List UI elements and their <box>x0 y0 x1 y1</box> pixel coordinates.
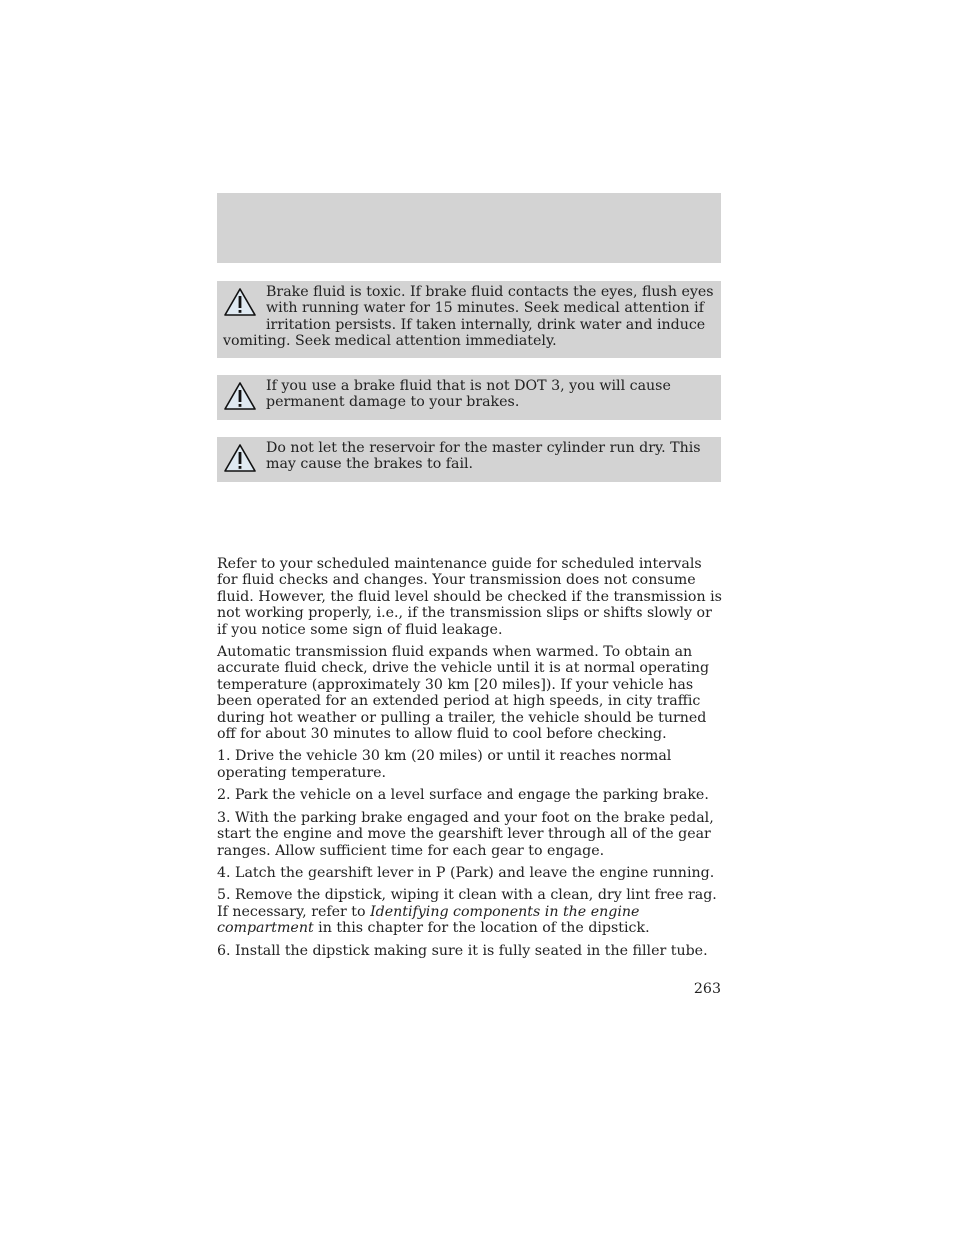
warning-box-dot3 <box>217 375 721 420</box>
warning-text: Brake fluid is toxic. If brake fluid contacts the eyes, flush eyes with running water for 15 minutes. Seek medical attention if irritation persists. If taken internally, drink water and induce vomiting. Seek medical attention immediately. <box>223 284 714 349</box>
paragraph: Automatic transmission fluid expands when warmed. To obtain an accurate fluid check, drive the vehicle until it is at normal operating temperature (approximately 30 km [20 miles]). If your vehicle has been operated for an extended period at high speeds, in city traffic during hot weather or pulling a trailer, the vehicle should be turned off for about 30 minutes to allow fluid to cool before checking. <box>217 644 710 743</box>
step-4: 4. Latch the gearshift lever in P (Park) and leave the engine running. <box>217 864 715 881</box>
step-5 <box>217 887 725 936</box>
warning-box-toxic <box>217 281 721 358</box>
transmission-fluid-section <box>217 556 725 965</box>
warning-box-reservoir <box>217 437 721 482</box>
step-5-text-end: in this chapter for the location of the dipstick. <box>313 920 650 937</box>
warning-triangle-icon <box>223 443 257 473</box>
step-1: 1. Drive the vehicle 30 km (20 miles) or until it reaches normal operating temperature. <box>217 748 672 781</box>
warning-triangle-icon <box>223 381 257 411</box>
cross-reference: Identifying components in the engine compartment <box>217 903 640 937</box>
step-5-text: 5. Remove the dipstick, wiping it clean with a clean, dry lint free rag. If necessary, refer to <box>217 887 717 920</box>
header-band <box>217 193 721 263</box>
warning-text: Do not let the reservoir for the master cylinder run dry. This may cause the brakes to fail. <box>266 440 701 473</box>
step-6: 6. Install the dipstick making sure it is fully seated in the filler tube. <box>217 942 708 959</box>
warning-text: If you use a brake fluid that is not DOT 3, you will cause permanent damage to your brakes. <box>266 378 671 411</box>
warning-triangle-icon <box>223 287 257 317</box>
step-3: 3. With the parking brake engaged and your foot on the brake pedal, start the engine and move the gearshift lever through all of the gear ranges. Allow sufficient time for each gear to engage. <box>217 809 714 859</box>
step-2: 2. Park the vehicle on a level surface and engage the parking brake. <box>217 787 709 804</box>
paragraph: Refer to your scheduled maintenance guide for scheduled intervals for fluid checks and changes. Your transmission does not consume fluid. However, the fluid level should be checked if the transmission is not working properly, i.e., if the transmission slips or shifts slowly or if you notice some sign of fluid leakage. <box>217 556 722 638</box>
page-number: 263 <box>693 981 721 997</box>
